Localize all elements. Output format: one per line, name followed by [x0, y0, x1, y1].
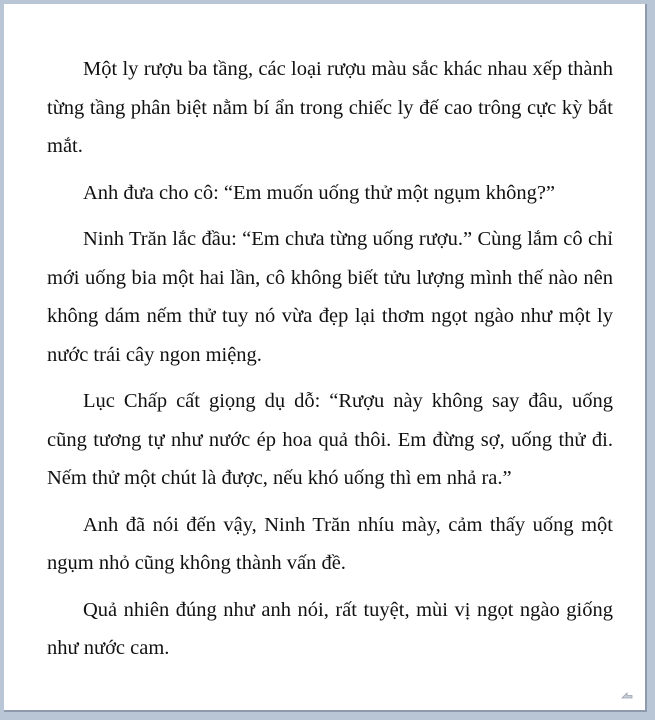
paragraph-5: Anh đã nói đến vậy, Ninh Trăn nhíu mày, cảm thấy uống một ngụm nhỏ cũng không thành vấn đề.	[47, 513, 613, 574]
paragraph-6: Quả nhiên đúng như anh nói, rất tuyệt, mùi vị ngọt ngào giống như nước cam.	[47, 598, 613, 659]
page-text	[47, 50, 613, 676]
paragraph-3: Ninh Trăn lắc đầu: “Em chưa từng uống rượu.” Cùng lắm cô chỉ mới uống bia một hai lần, cô không biết tửu lượng mình thế nào nên không dám nếm thử tuy nó vừa đẹp lại thơm ngọt ngào như một ly nước trái cây ngon miệng.	[47, 228, 613, 366]
paragraph-4: Lục Chấp cất giọng dụ dỗ: “Rượu này không say đâu, uống cũng tương tự như nước ép hoa quả thôi. Em đừng sợ, uống thử đi. Nếm thử một chút là được, nếu khó uống thì em nhả ra.”	[47, 390, 613, 489]
paragraph-1: Một ly rượu ba tầng, các loại rượu màu sắc khác nhau xếp thành từng tầng phân biệt nằm bí ẩn trong chiếc ly đế cao trông cực kỳ bắt mắt.	[47, 58, 613, 157]
document-page[interactable]	[4, 4, 647, 712]
page-flip-icon[interactable]	[621, 690, 633, 700]
paragraph-2: Anh đưa cho cô: “Em muốn uống thử một ngụm không?”	[83, 181, 556, 204]
